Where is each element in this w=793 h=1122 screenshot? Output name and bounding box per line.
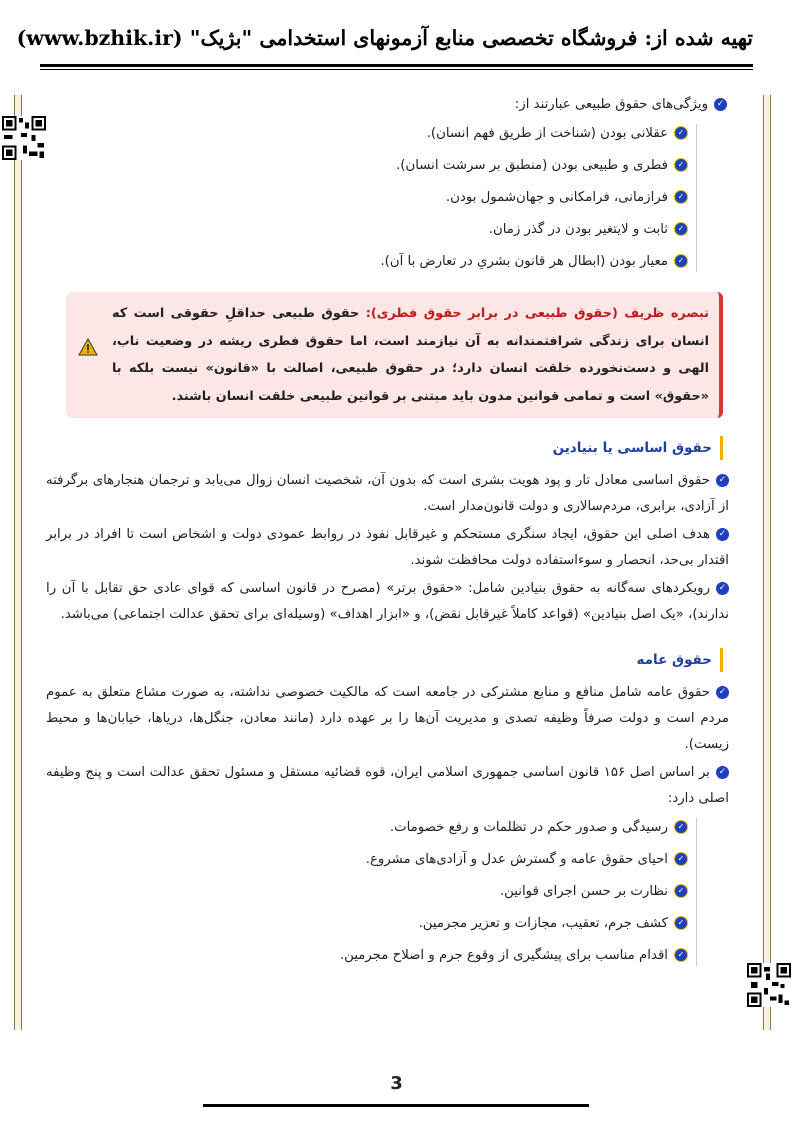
page-header [16, 26, 753, 62]
decorative-border-left [14, 95, 22, 1030]
check-circle-icon: ✓ [716, 474, 729, 487]
warning-triangle-icon [78, 338, 98, 356]
section-title: حقوق اساسی یا بنیادین [553, 436, 723, 460]
check-circle-icon: ✓ [674, 884, 688, 898]
check-circle-icon: ✓ [674, 158, 688, 172]
qr-code-icon [747, 963, 791, 1007]
check-circle-icon: ✓ [674, 222, 688, 236]
check-circle-icon: ✓ [674, 254, 688, 268]
list-item: ✓عقلانی بودن (شناخت از طریق فهم انسان). [58, 124, 688, 144]
check-circle-icon: ✓ [716, 582, 729, 595]
list-item: ✓حقوق اساسی معادل تار و پود هویت بشری است که بدون آن، شخصیت انسان زوال می‌یابد و ترجمان هنجارهای برگرفته از آزادی، برابری، مردم‌سالاری و دولت قانون‌مدار است. [46, 473, 729, 514]
check-circle-icon: ✓ [716, 686, 729, 699]
note-title: تبصره ظریف (حقوق طبیعی در برابر حقوق فطری): [365, 306, 709, 321]
check-circle-icon: ✓ [674, 126, 688, 140]
section-title: حقوق عامه [636, 648, 723, 672]
page-content [46, 92, 729, 978]
header-rule-thin [40, 69, 753, 70]
header-rule-thick [40, 64, 753, 67]
check-circle-icon: ✓ [716, 766, 729, 779]
judiciary-duties-list [58, 818, 697, 966]
qr-code-icon [2, 116, 46, 160]
page-number: 3 [390, 1073, 403, 1094]
list-item: ✓فطری و طبیعی بودن (منطبق بر سرشت انسان). [58, 156, 688, 176]
list-item: ✓فرازمانی، فرامکانی و جهان‌شمول بودن. [58, 188, 688, 208]
check-circle-icon: ✓ [674, 916, 688, 930]
check-circle-icon: ✓ [714, 98, 727, 111]
check-circle-icon: ✓ [674, 820, 688, 834]
list-item: ✓رسیدگی و صدور حکم در تظلمات و رفع خصومات. [58, 818, 688, 838]
list-item: ✓اقدام مناسب برای پیشگیری از وقوع جرم و اصلاح مجرمین. [58, 946, 688, 966]
list-item: ✓احیای حقوق عامه و گسترش عدل و آزادی‌های مشروع. [58, 850, 688, 870]
list-item: ✓بر اساس اصل ۱۵۶ قانون اساسی جمهوری اسلامی ایران، قوه قضائیه مستقل و مسئول تحقق عدالت است و پنج وظیفه اصلی دارد: [46, 765, 729, 806]
check-circle-icon: ✓ [674, 948, 688, 962]
list-item: ✓معیار بودن (ابطال هر قانون بشریِ در تعارض با آن). [58, 252, 688, 272]
note-box [66, 292, 723, 418]
list-item: ✓هدف اصلی این حقوق، ایجاد سنگری مستحکم و غیرقابل نفوذ در روابط عمودی دولت و اشخاص است تا افراد در برابر اقتدار بی‌حد، انحصار و سوءاستفاده دولت محافظت شوند. [46, 527, 729, 568]
header-title: تهیه شده از: فروشگاه تخصصی منابع آزمونهای استخدامی "بژیک" (www.bzhik.ir) [16, 26, 753, 50]
list-item: ✓نظارت بر حسن اجرای قوانین. [58, 882, 688, 902]
check-circle-icon: ✓ [716, 528, 729, 541]
list-item: ✓حقوق عامه شامل منافع و منابع مشترکی در جامعه است که مالکیت خصوصی نداشته، به صورت مشاع متعلق به عموم مردم است و دولت صرفاً وظیفه تصدی و مدیریت آن‌ها را بر عهده دارد (مانند معادن، جنگل‌ها، دریاها، خیابان‌ها و محیط زیست). [46, 685, 729, 752]
features-list [58, 124, 697, 272]
check-circle-icon: ✓ [674, 852, 688, 866]
list-item: ✓کشف جرم، تعقیب، مجازات و تعزیر مجرمین. [58, 914, 688, 934]
list-item: ✓رویکردهای سه‌گانه به حقوق بنیادین شامل: «حقوق برتر» (مصرح در قانون اساسی که قوای عادی حق تقابل با آن را ندارند)، «یک اصل بنیادین» (قواعد کاملاً غیرقابل نقض)، و «ابزار اهداف» (وسیله‌ای برای تحقق عدالت اجتماعی) می‌باشد. [46, 581, 729, 622]
note-body: حقوق طبیعی حداقلِ حقوقی است که انسان برای زندگی شرافتمندانه به آن نیازمند است، اما حقوق فطری ریشه در وضعیت ناب، الهی و دست‌نخورده خلقت انسان دارد؛ در حقوق طبیعی، اصالت با «قانون» نیست بلکه با «حقوق» است و تمامی قوانین مدون باید مبتنی بر قوانین طبیعی خلقت انسان باشند. [112, 306, 709, 404]
decorative-border-right [763, 95, 771, 1030]
footer-rule [203, 1104, 589, 1107]
list-item: ✓ویژگی‌های حقوق طبیعی عبارتند از: [58, 92, 727, 118]
check-circle-icon: ✓ [674, 190, 688, 204]
list-item: ✓ثابت و لایتغیر بودن در گذر زمان. [58, 220, 688, 240]
